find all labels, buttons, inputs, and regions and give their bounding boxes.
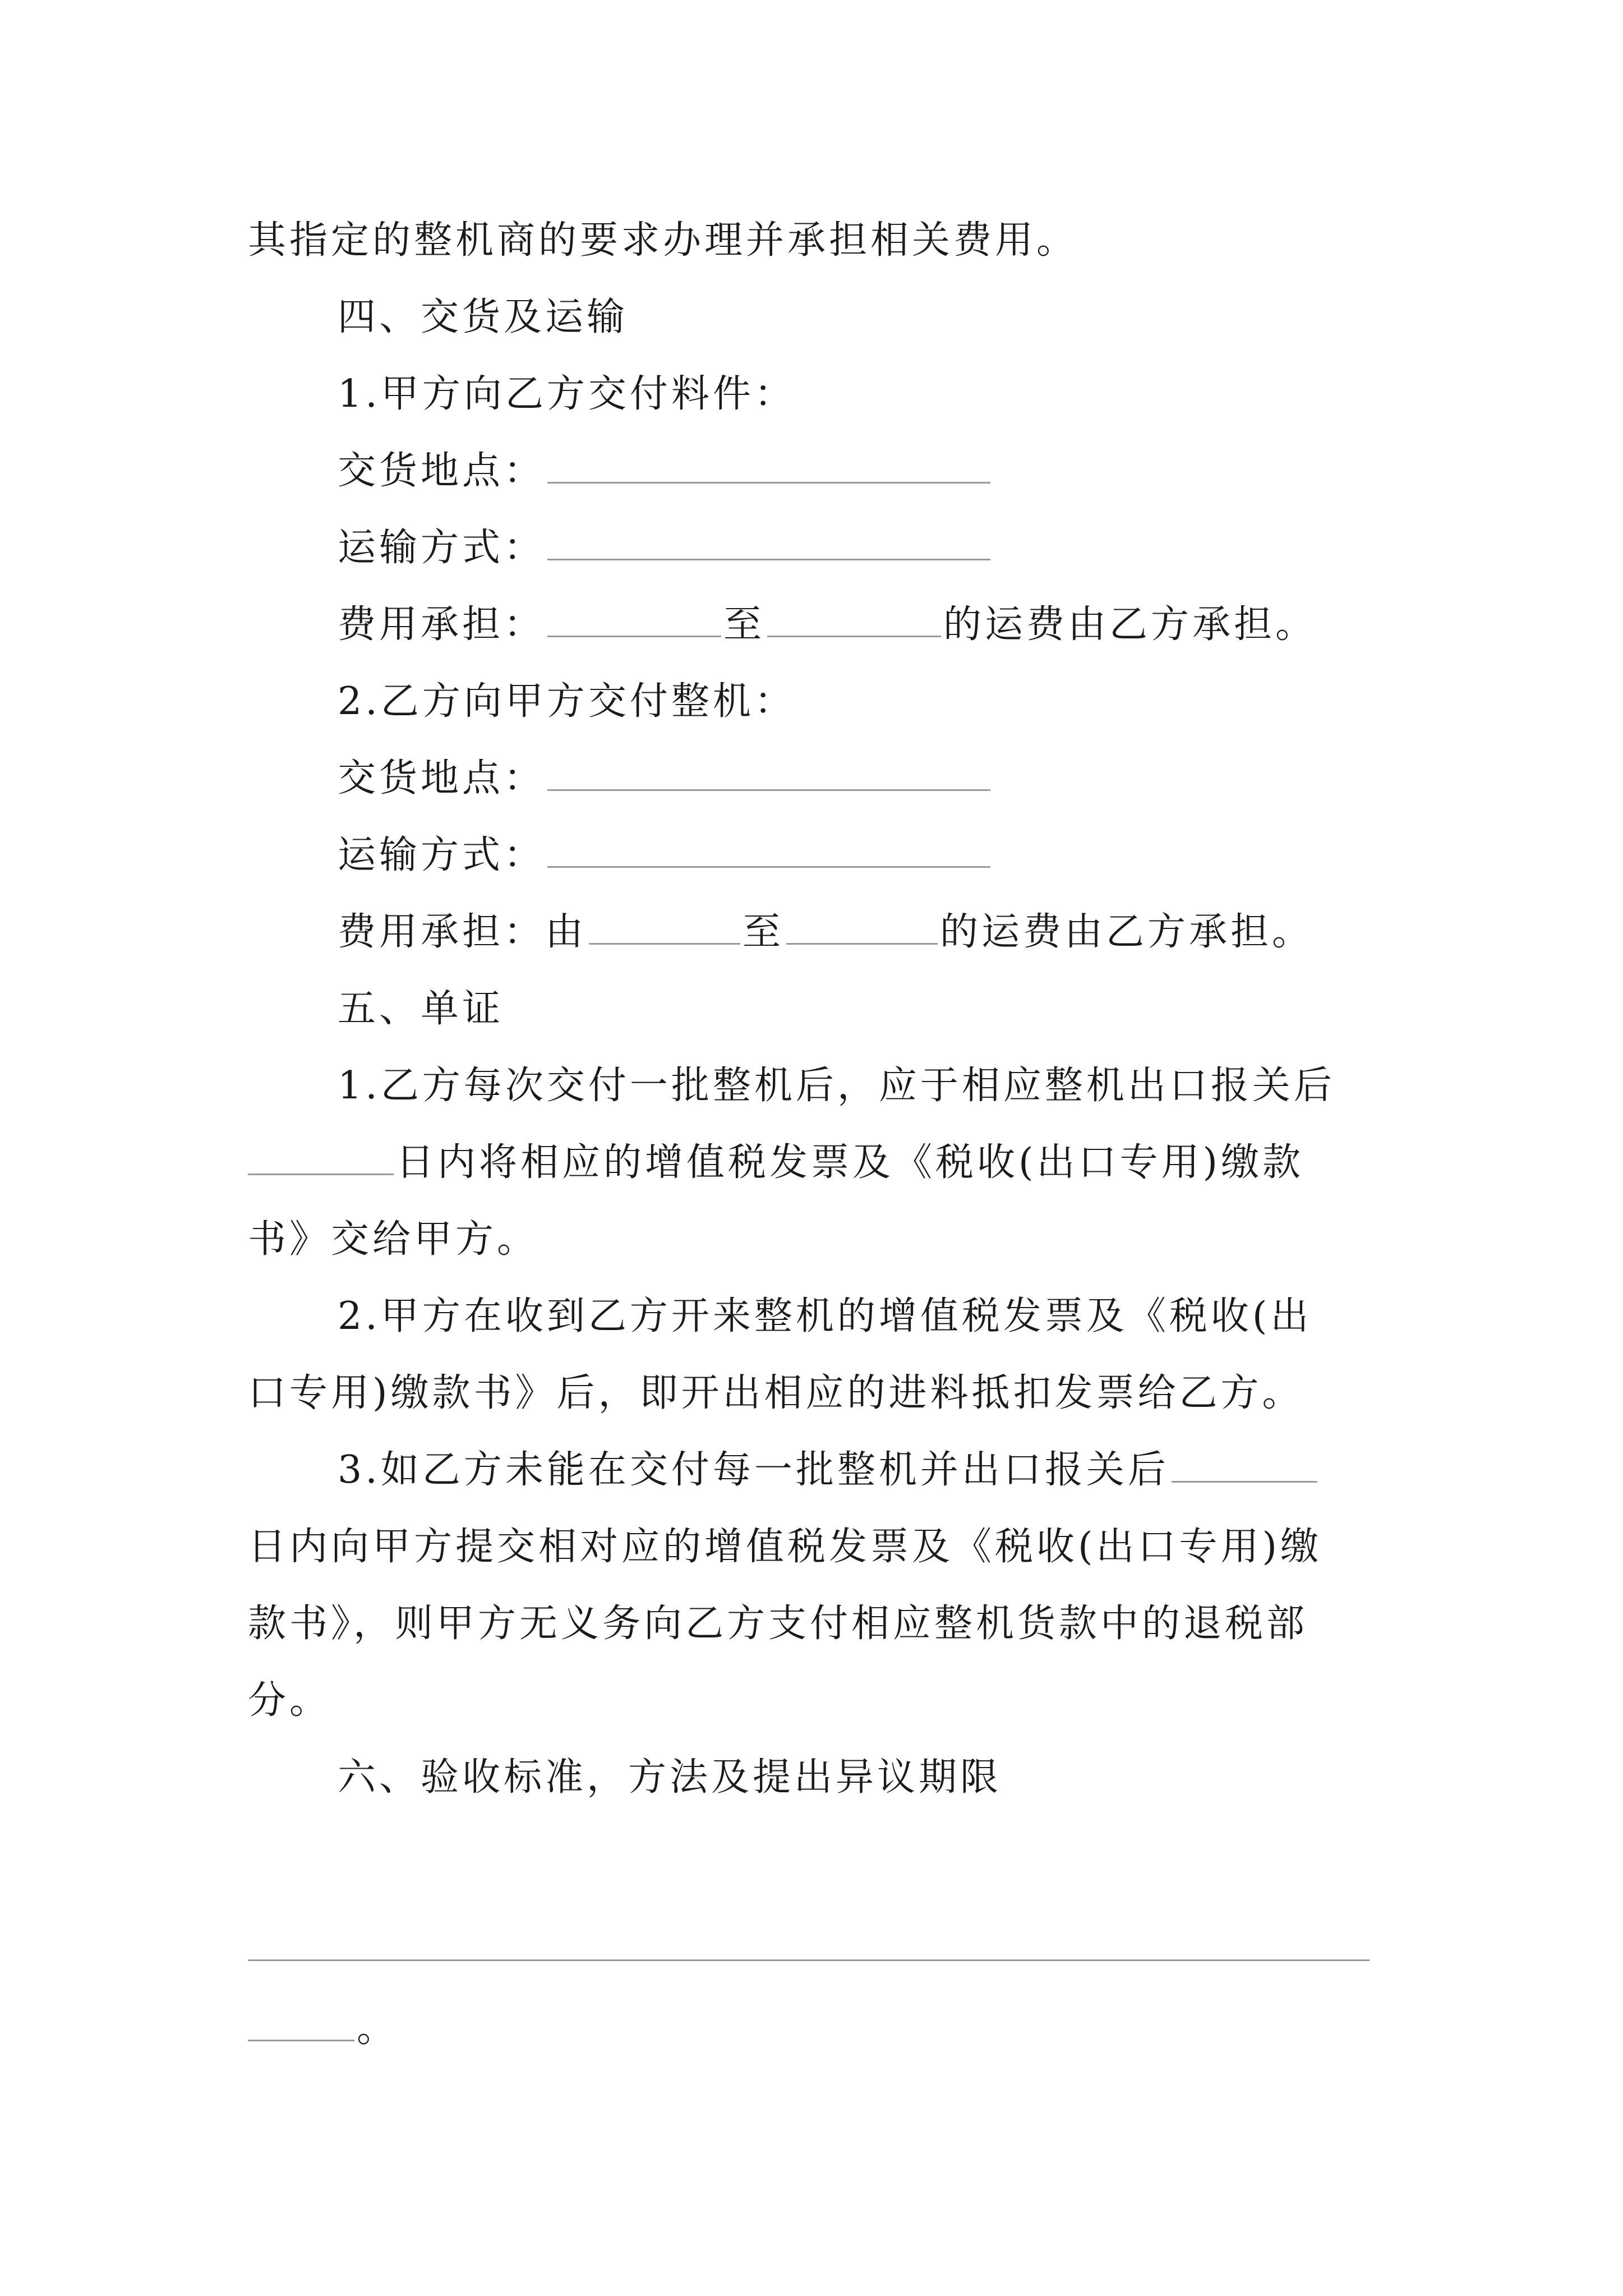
text: 1.甲方向乙方交付料件： <box>338 372 796 416</box>
clause-5-1-line1 <box>338 1047 1335 1124</box>
text: 口专用)缴款书》后，即开出相应的进料抵扣发票给乙方。 <box>248 1371 1304 1415</box>
clause-5-2-line2 <box>248 1355 1304 1432</box>
clause-5-2-line1 <box>338 1278 1312 1355</box>
field-label: 运输方式： <box>338 833 546 877</box>
section-heading-4 <box>338 279 628 356</box>
clause-5-1-line3 <box>248 1201 538 1278</box>
text: 至 <box>723 602 766 647</box>
field-label: 交货地点： <box>338 449 546 493</box>
closing-line <box>248 1990 398 2067</box>
fill-blank[interactable] <box>547 601 721 637</box>
clause-5-3-line1 <box>338 1432 1320 1508</box>
text: 四、交货及运输 <box>338 295 629 339</box>
clause-4-2 <box>338 663 796 740</box>
text: 款书》，则甲方无义务向乙方支付相应整机货款中的退税部 <box>248 1602 1308 1646</box>
fill-blank[interactable] <box>547 831 990 868</box>
text: 的运费由乙方承担。 <box>943 602 1317 647</box>
fill-blank[interactable] <box>1172 1446 1317 1483</box>
fill-blank[interactable] <box>589 908 740 945</box>
fill-blank[interactable] <box>547 754 990 791</box>
field-label: 交货地点： <box>338 756 546 800</box>
clause-5-1-line2 <box>248 1124 1304 1201</box>
cost-bearing-1 <box>338 586 1317 663</box>
text: 分。 <box>248 1678 331 1723</box>
transport-method-1 <box>338 509 993 586</box>
text: 至 <box>743 910 785 954</box>
field-label: 费用承担： <box>338 602 546 647</box>
text: 。 <box>357 2007 399 2051</box>
fill-blank[interactable] <box>786 908 938 945</box>
delivery-location-1 <box>338 432 993 509</box>
section-heading-6 <box>338 1739 1002 1816</box>
fill-blank[interactable] <box>767 601 941 637</box>
field-label: 运输方式： <box>338 526 546 570</box>
section-heading-5 <box>338 970 504 1047</box>
fill-blank[interactable] <box>248 2005 354 2041</box>
text: 1.乙方每次交付一批整机后，应于相应整机出口报关后 <box>338 1064 1335 1108</box>
cost-bearing-2 <box>338 894 1313 970</box>
text: 2.乙方向甲方交付整机： <box>338 679 796 724</box>
text: 六、验收标准，方法及提出异议期限 <box>338 1755 1002 1800</box>
delivery-location-2 <box>338 740 993 817</box>
text: 3.如乙方未能在交付每一批整机并出口报关后 <box>338 1448 1169 1492</box>
text: 的运费由乙方承担。 <box>940 910 1314 954</box>
text: 其指定的整机商的要求办理并承担相关费用。 <box>248 218 1078 263</box>
transport-method-2 <box>338 817 993 894</box>
text: 书》交给甲方。 <box>248 1217 539 1262</box>
clause-5-3-line4 <box>248 1662 331 1739</box>
fill-blank[interactable] <box>547 447 990 484</box>
clause-4-1 <box>338 356 796 432</box>
fill-blank[interactable] <box>248 1139 394 1175</box>
fill-blank[interactable] <box>547 524 990 560</box>
text: 日内将相应的增值税发票及《税收(出口专用)缴款 <box>396 1140 1304 1185</box>
clause-5-3-line2 <box>248 1508 1322 1585</box>
paragraph-continuation <box>248 202 1078 279</box>
fill-rule-long[interactable] <box>248 1959 1370 1961</box>
clause-5-3-line3 <box>248 1585 1308 1662</box>
field-label: 费用承担：由 <box>338 910 587 954</box>
text: 五、单证 <box>338 987 504 1031</box>
text: 日内向甲方提交相对应的增值税发票及《税收(出口专用)缴 <box>248 1525 1322 1569</box>
text: 2.甲方在收到乙方开来整机的增值税发票及《税收(出 <box>338 1294 1312 1338</box>
